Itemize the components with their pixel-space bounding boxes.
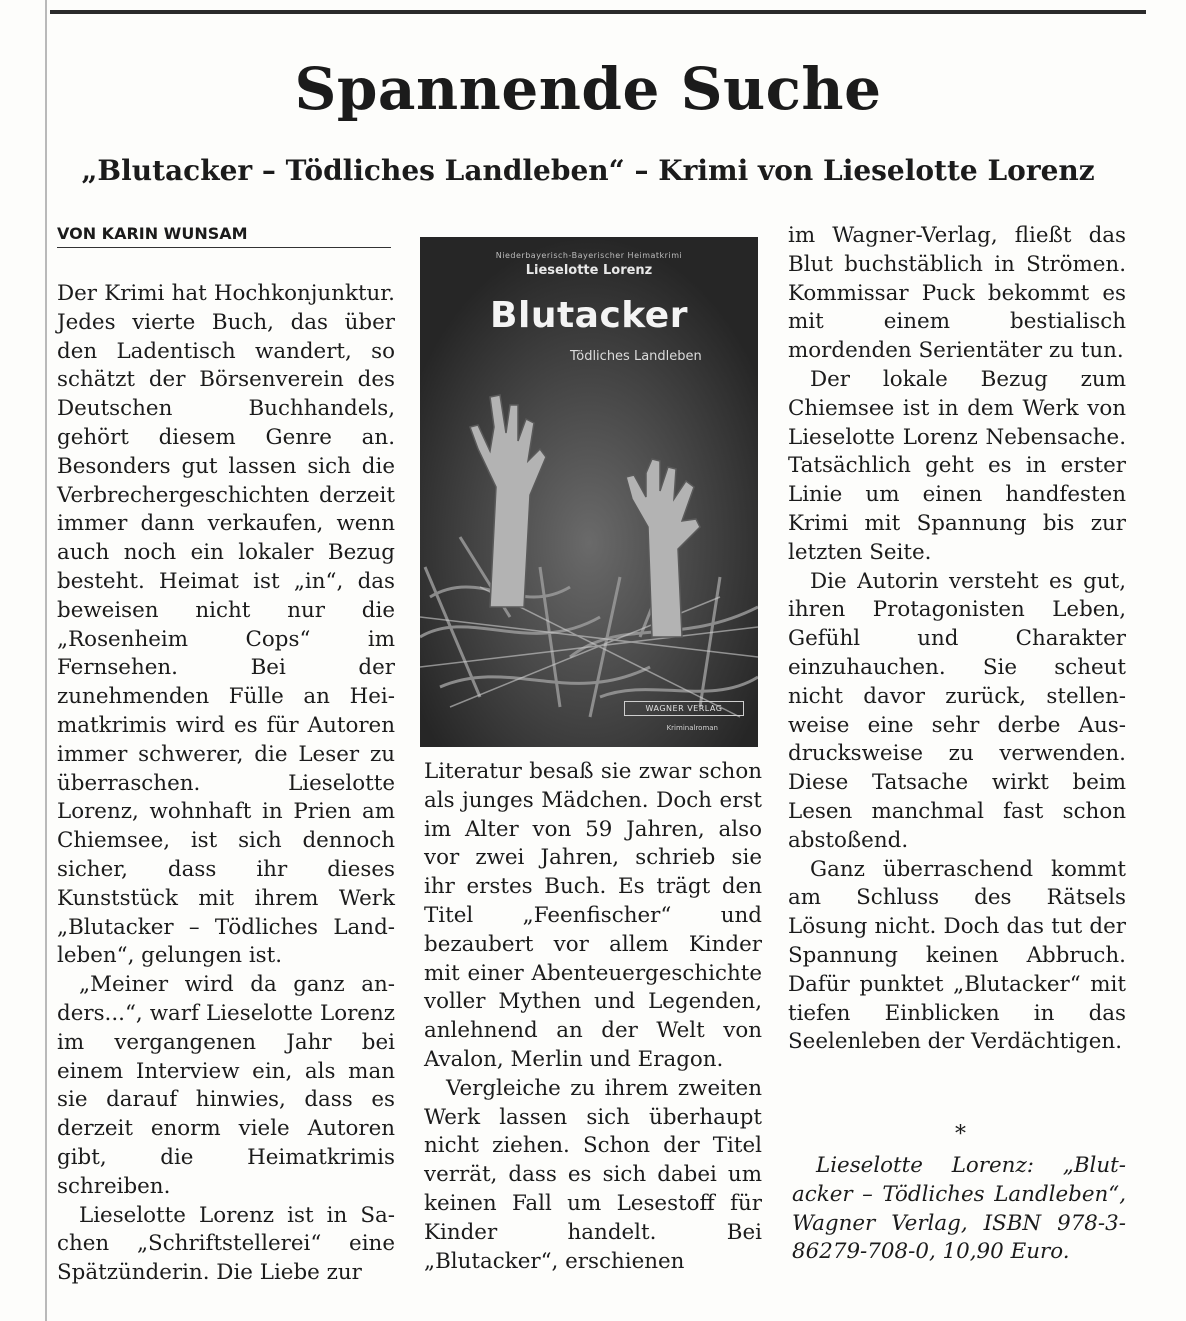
paragraph: im Wagner-Verlag, fließt das Blut buchstäblich in Strömen. Kommissar Puck bekommt es mit einem bestialisch mordenden Serientäter zu tun. <box>788 223 1126 364</box>
cover-subtitle: Tödliches Landleben <box>570 349 702 364</box>
subheadline: „Blutacker – Tödliches Landleben“ – Krimi von Lieselotte Lorenz <box>81 154 1095 187</box>
book-cover-image <box>420 237 758 747</box>
cover-publisher-logo: WAGNER VERLAG <box>624 701 744 716</box>
bibliographic-note: Lieselotte Lorenz: „Blutacker – Tödliches Landleben“, Wagner Verlag, ISBN 978-3-86279-708-0, 10,90 Euro. <box>792 1153 1126 1265</box>
paragraph: Literatur besaß sie zwar schon als junges Mädchen. Doch erst im Alter von 59 Jahren, also vor zwei Jahren, schrieb sie ihr erstes Buch. Es trägt den Titel „Feenfischer“ und bezaubert vor allem Kinder mit einer Abenteuergeschichte voller Mythen und Legenden, anlehnend an der Welt von Avalon, Merlin und Eragon. <box>424 759 762 1072</box>
article-column-2 <box>424 758 762 1276</box>
headline: Spannende Suche <box>294 55 882 123</box>
paragraph: „Meiner wird da ganz anders...“, warf Lieselotte Lorenz im vergangenen Jahr bei einem Interview ein, als man sie darauf hinwies, dass es derzeit enorm viele Autoren gibt, die Heimatkrimis schreiben. <box>57 972 395 1199</box>
article-column-1 <box>57 280 395 1288</box>
paragraph: Lieselotte Lorenz ist in Sachen „Schriftstellerei“ eine Spätzünderin. Die Liebe zur <box>57 1202 395 1286</box>
section-separator: * <box>955 1122 966 1147</box>
cover-title: Blutacker <box>490 295 688 336</box>
paragraph: Der lokale Bezug zum Chiemsee ist in dem Werk von Lieselotte Lorenz Nebensache. Tatsächlich geht es in erster Linie um einen handfesten Krimi mit Spannung bis zur letzten Seite. <box>788 366 1126 565</box>
cover-series-label: Kriminalroman <box>666 724 718 732</box>
page-scan-edge <box>45 0 47 1321</box>
cover-author: Lieselotte Lorenz <box>525 263 653 278</box>
paragraph: Vergleiche zu ihrem zweiten Werk lassen sich überhaupt nicht ziehen. Schon der Titel verrät, dass es sich dabei um keinen Fall um Lesestoff für Kinder handelt. Bei „Blutacker“, erschienen <box>424 1075 762 1274</box>
article-column-3 <box>788 222 1126 1057</box>
paragraph: Die Autorin versteht es gut, ihren Protagonisten Leben, Gefühl und Charakter einzuhauchen. Sie scheut nicht davor zurück, stellenweise eine sehr derbe Ausdrucksweise zu verwenden. Diese Tatsache wirkt beim Lesen manchmal fast schon abstoßend. <box>788 568 1126 853</box>
cover-series-line: Niederbayerisch-Bayerischer Heimatkrimi <box>495 251 683 260</box>
paragraph: Ganz überraschend kommt am Schluss des Rätsels Lösung nicht. Doch das tut der Spannung keinen Abbruch. Dafür punktet „Blutacker“ mit tiefen Einblicken in das Seelenleben der Verdächtigen. <box>788 856 1126 1055</box>
paragraph: Der Krimi hat Hochkonjunktur. Jedes vierte Buch, das über den Ladentisch wandert, so schätzt der Börsenverein des Deutschen Buchhandels, gehört diesem Genre an. Besonders gut lassen sich die Verbrechergeschichten derzeit immer dann verkaufen, wenn auch noch ein lokaler Bezug besteht. Heimat ist „in“, das beweisen nicht nur die „Rosenheim Cops“ im Fernsehen. Bei der zunehmenden Fülle an Heimatkrimis wird es für Autoren immer schwerer, die Leser zu überraschen. Lieselotte Lorenz, wohnhaft in Prien am Chiemsee, ist sich dennoch sicher, dass ihr dieses Kunststück mit ihrem Werk „Blutacker – Tödliches Landleben“, gelungen ist. <box>57 281 395 969</box>
byline: VON KARIN WUNSAM <box>57 224 391 248</box>
top-rule <box>50 10 1146 14</box>
